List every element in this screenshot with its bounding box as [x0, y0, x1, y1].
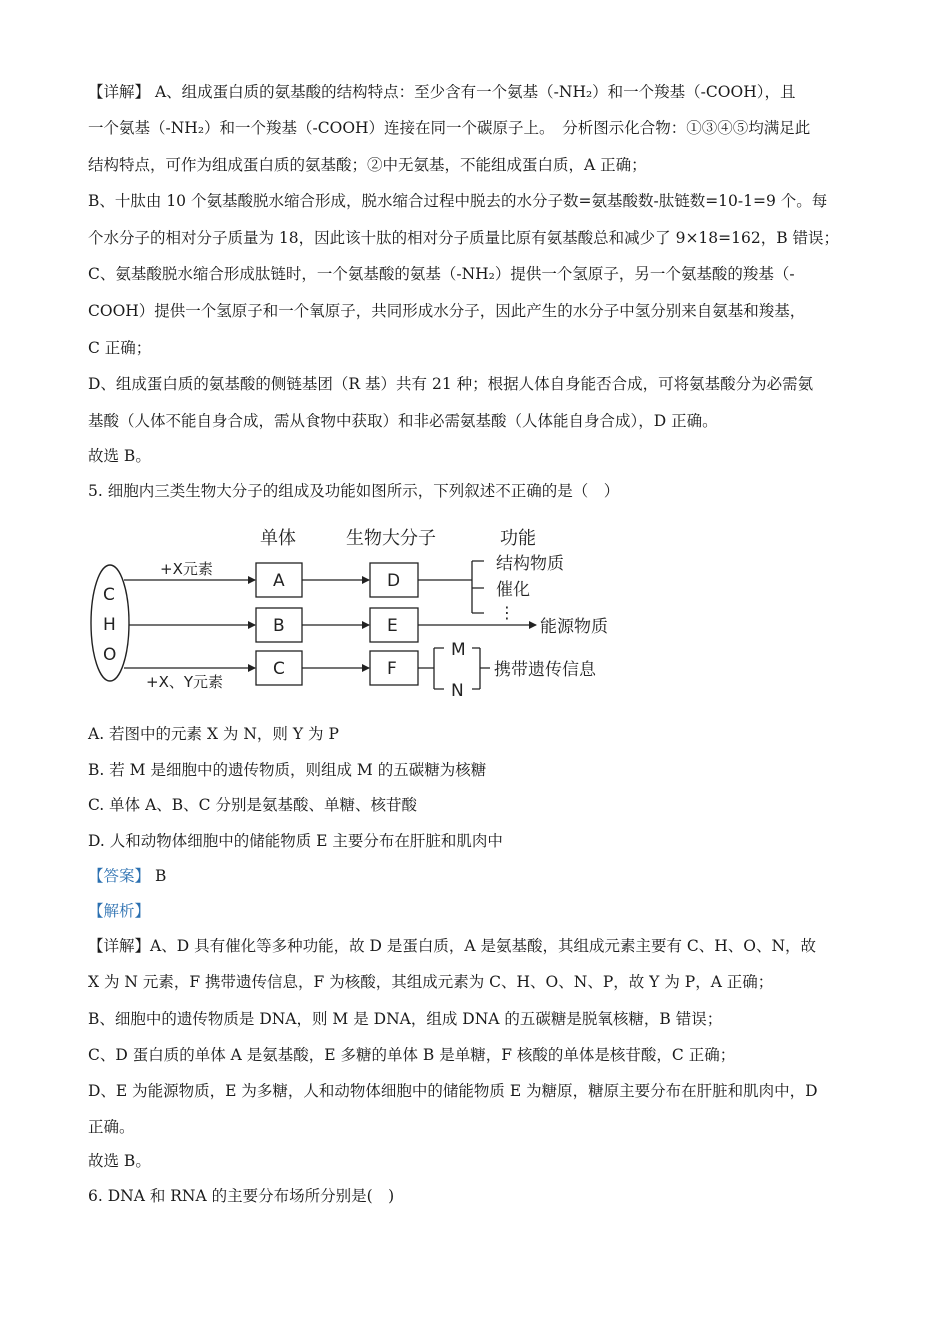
func-info: 携带遗传信息	[494, 660, 596, 680]
detail-line-7: COOH）提供一个氢原子和一个氧原子，共同形成水分子，因此产生的水分子中氢分别来自氨基和羧基，	[88, 302, 806, 320]
option-d: D. 人和动物体细胞中的储能物质 E 主要分布在肝脏和肌肉中	[88, 832, 503, 850]
detail-line-2: 一个氨基（-NH₂）和一个羧基（-COOH）连接在同一个碳原子上。 分析图示化合物：①③④⑤均满足此	[88, 119, 811, 137]
sub-m: M	[451, 640, 466, 660]
q5-detail-line-5: D、E 为能源物质，E 为多糖，人和动物体细胞中的储能物质 E 为糖原，糖原主要分布在肝脏和肌肉中，D	[88, 1082, 818, 1100]
conclusion-line: 故选 B。	[88, 447, 151, 465]
detail-line-4: B、十肽由 10 个氨基酸脱水缩合形成，脱水缩合过程中脱去的水分子数=氨基酸数-肽链数=10-1=9 个。每	[88, 192, 828, 210]
answer-value: B	[154, 867, 167, 885]
header-function: 功能	[500, 528, 536, 549]
label-plus-xy: +X、Y元素	[146, 673, 224, 691]
q5-detail-line-2: X 为 N 元素，F 携带遗传信息，F 为核酸，其组成元素为 C、H、O、N、P，故 Y 为 P，A 正确；	[88, 973, 774, 991]
option-c: C. 单体 A、B、C 分别是氨基酸、单糖、核苷酸	[88, 796, 417, 814]
q5-detail-line-1	[88, 936, 816, 956]
macro-e: E	[387, 616, 398, 636]
question-5-stem: 5. 细胞内三类生物大分子的组成及功能如图所示，下列叙述不正确的是（ ）	[88, 482, 620, 500]
option-a: A. 若图中的元素 X 为 N，则 Y 为 P	[88, 725, 339, 743]
d-function-bracket	[418, 561, 484, 613]
question-6-stem: 6. DNA 和 RNA 的主要分布场所分别是( )	[88, 1187, 395, 1205]
q5-detail-line-6: 正确。	[88, 1118, 135, 1136]
detail-line-9: D、组成蛋白质的氨基酸的侧链基团（R 基）共有 21 种；根据人体自身能否合成，可将氨基酸分为必需氨	[88, 375, 814, 393]
detail-line-10: 基酸（人体不能自身合成，需从食物中获取）和非必需氨基酸（人体能自身合成），D 正确。	[88, 412, 718, 430]
detail-tag: 【详解】	[88, 83, 151, 101]
answer-line	[88, 866, 166, 886]
element-o: O	[103, 645, 117, 665]
header-monomer: 单体	[260, 528, 296, 549]
q5-detail-text: A、D 具有催化等多种功能，故 D 是蛋白质，A 是氨基酸，其组成元素主要有 C、H、O、N，故	[150, 937, 817, 955]
func-structure: 结构物质	[496, 554, 564, 574]
option-b: B. 若 M 是细胞中的遗传物质，则组成 M 的五碳糖为核糖	[88, 761, 487, 779]
func-catalysis: 催化	[496, 580, 530, 600]
q5-detail-line-3: B、细胞中的遗传物质是 DNA，则 M 是 DNA，组成 DNA 的五碳糖是脱氧核糖，B 错误；	[88, 1010, 723, 1028]
macro-f: F	[387, 659, 397, 679]
detail-line-5: 个水分子的相对分子质量为 18，因此该十肽的相对分子质量比原有氨基酸总和减少了 9×18=162，B 错误；	[88, 229, 840, 247]
header-macromolecule: 生物大分子	[346, 528, 436, 549]
detail-line-1	[88, 82, 795, 102]
q5-detail-tag: 【详解】	[88, 937, 151, 955]
q5-detail-line-4: C、D 蛋白质的单体 A 是氨基酸，E 多糖的单体 B 是单糖，F 核酸的单体是核苷酸，C 正确；	[88, 1046, 736, 1064]
detail-text: A、组成蛋白质的氨基酸的结构特点：至少含有一个氨基（-NH₂）和一个羧基（-COOH），且	[154, 83, 796, 101]
monomer-b: B	[273, 616, 285, 636]
element-c: C	[103, 585, 115, 605]
detail-line-8: C 正确；	[88, 339, 152, 357]
answer-tag: 【答案】	[88, 867, 151, 885]
mn-info-bracket	[472, 648, 490, 689]
f-mn-bracket	[418, 648, 444, 689]
sub-n: N	[451, 681, 464, 701]
macro-d: D	[387, 571, 401, 591]
q5-conclusion-line: 故选 B。	[88, 1152, 151, 1170]
detail-line-3: 结构特点，可作为组成蛋白质的氨基酸；②中无氨基，不能组成蛋白质，A 正确；	[88, 156, 647, 174]
macromolecule-diagram	[88, 518, 628, 708]
element-h: H	[103, 615, 116, 635]
func-dots: ⋮	[499, 603, 515, 622]
func-energy: 能源物质	[540, 617, 608, 637]
monomer-a: A	[273, 571, 285, 591]
analysis-tag: 【解析】	[88, 902, 151, 920]
label-plus-x: +X元素	[160, 560, 213, 578]
detail-line-6: C、氨基酸脱水缩合形成肽链时，一个氨基酸的氨基（-NH₂）提供一个氢原子，另一个氨基酸的羧基（-	[88, 265, 795, 283]
monomer-c: C	[273, 659, 285, 679]
